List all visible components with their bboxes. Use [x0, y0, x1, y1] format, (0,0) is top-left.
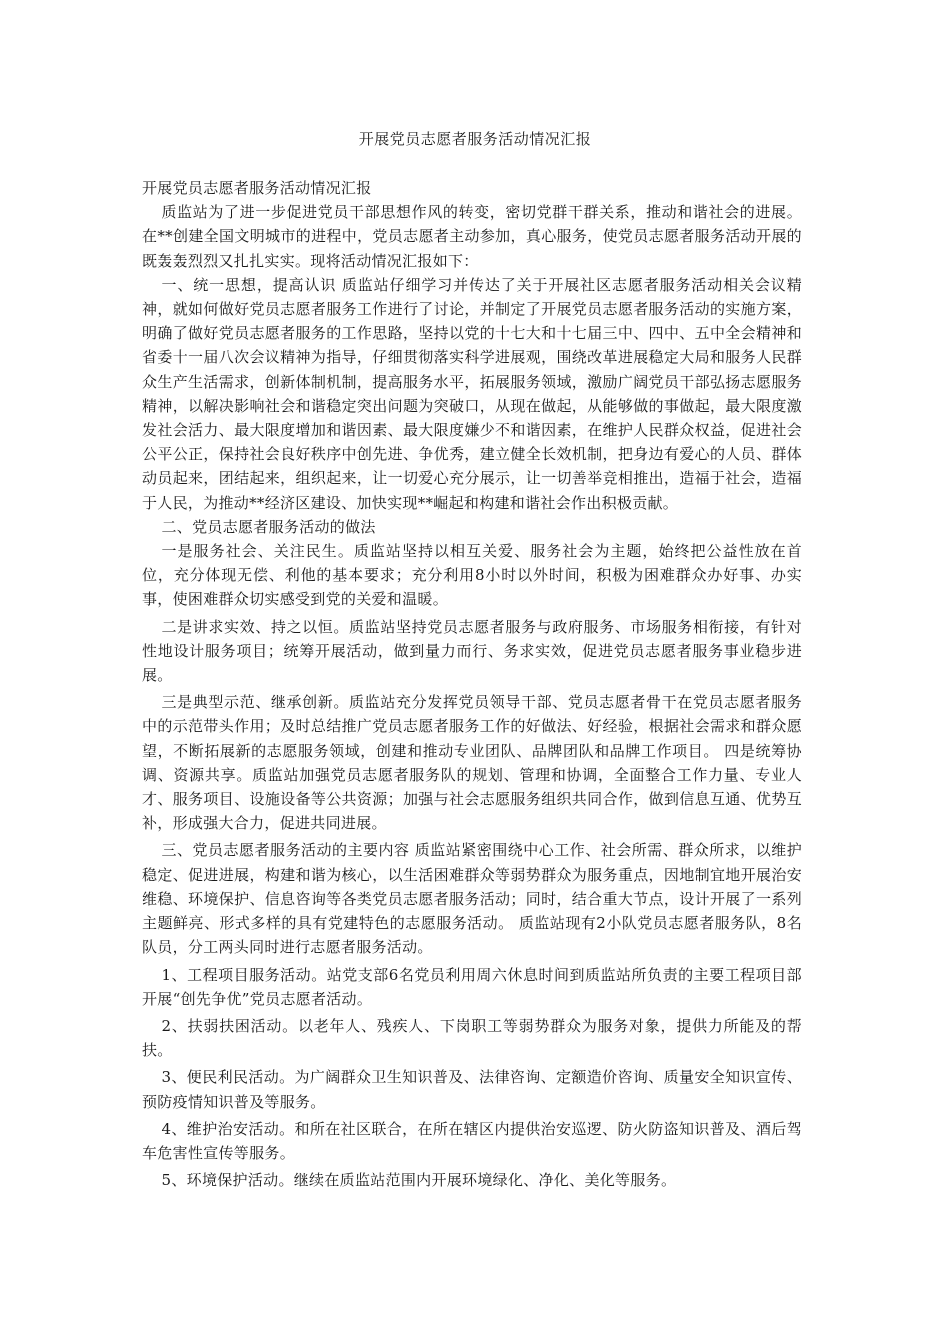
- paragraph-section-3: 三、党员志愿者服务活动的主要内容 质监站紧密围绕中心工作、社会所需、群众所求，以维护稳定、促进进展，构建和谐为核心，以生活困难群众等弱势群众为服务重点，因地制宜地开展治安维稳、环境保护、信息咨询等各类党员志愿者服务活动；同时，结合重大节点，设计开展了一系列主题鲜亮、形式多样的具有党建特色的志愿服务活动。 质监站现有2小队党员志愿者服务队，8名队员，分工两头同时进行志愿者服务活动。: [142, 841, 802, 957]
- paragraph-method-3-4: 三是典型示范、继承创新。质监站充分发挥党员领导干部、党员志愿者骨干在党员志愿者服务中的示范带头作用；及时总结推广党员志愿者服务工作的好做法、好经验，根据社会需求和群众愿望，不断拓展新的志愿服务领域，创建和推动专业团队、品牌团队和品牌工作项目。 四是统筹协调、资源共享。质监站加强党员志愿者服务队的规划、管理和协调，全面整合工作力量、专业人才、服务项目、设施设备等公共资源；加强与社会志愿服务组织共同合作，做到信息互通、优势互补，形成强大合力，促进共同进展。: [142, 693, 802, 833]
- list-item-4: 4、维护治安活动。和所在社区联合，在所在辖区内提供治安巡逻、防火防盗知识普及、酒后驾车危害性宣传等服务。: [142, 1119, 802, 1162]
- list-item-1: 1、工程项目服务活动。站党支部6名党员利用周六休息时间到质监站所负责的主要工程项目部开展“创先争优”党员志愿者活动。: [142, 965, 802, 1008]
- paragraph-intro: 质监站为了进一步促进党员干部思想作风的转变，密切党群干群关系，推动和谐社会的进展。在**创建全国文明城市的进程中，党员志愿者主动参加，真心服务，使党员志愿者服务活动开展的既轰轰烈烈又扎扎实实。现将活动情况汇报如下：: [142, 203, 802, 270]
- document-body: [142, 176, 802, 1192]
- document-title: 开展党员志愿者服务活动情况汇报: [358, 130, 592, 148]
- paragraph-method-2: 二是讲求实效、持之以恒。质监站坚持党员志愿者服务与政府服务、市场服务相衔接，有针对性地设计服务项目；统筹开展活动，做到量力而行、务求实效，促进党员志愿者服务事业稳步进展。: [142, 617, 802, 685]
- list-item-5: 5、环境保护活动。继续在质监站范围内开展环境绿化、净化、美化等服务。: [161, 1171, 677, 1190]
- paragraph-method-1: 一是服务社会、关注民生。质监站坚持以相互关爱、服务社会为主题，始终把公益性放在首位，充分体现无偿、利他的基本要求；充分利用8小时以外时间，积极为困难群众办好事、办实事，使困难群众切实感受到党的关爱和温暖。: [142, 542, 802, 609]
- body-heading: 开展党员志愿者服务活动情况汇报: [142, 179, 372, 197]
- list-item-2: 2、扶弱扶困活动。以老年人、残疾人、下岗职工等弱势群众为服务对象，提供力所能及的帮扶。: [142, 1016, 802, 1060]
- paragraph-section-1: 一、统一思想，提高认识 质监站仔细学习并传达了关于开展社区志愿者服务活动相关会议精神，就如何做好党员志愿者服务工作进行了讨论，并制定了开展党员志愿者服务活动的实施方案，明确了做好党员志愿者服务的工作思路，坚持以党的十七大和十七届三中、四中、五中全会精神和省委十一届八次会议精神为指导，仔细贯彻落实科学进展观，围绕改革进展稳定大局和服务人民群众生产生活需求，创新体制机制，提高服务水平，拓展服务领域，激励广阔党员干部弘扬志愿服务精神，以解决影响社会和谐稳定突出问题为突破口，从现在做起，从能够做的事做起，最大限度激发社会活力、最大限度增加和谐因素、最大限度嫌少不和谐因素，在维护人民群众权益，促进社会公平公正，保持社会良好秩序中创先进、争优秀，建立健全长效机制，把身边有爱心的人员、群体动员起来，团结起来，组织起来，让一切爱心充分展示，让一切善举竞相推出，造福于社会，造福于人民，为推动**经济区建设、加快实现**崛起和构建和谐社会作出积极贡献。: [142, 275, 802, 512]
- list-item-3: 3、便民利民活动。为广阔群众卫生知识普及、法律咨询、定额造价咨询、质量安全知识宣传、预防疫情知识普及等服务。: [142, 1068, 802, 1111]
- section-2-heading: 二、党员志愿者服务活动的做法: [161, 517, 376, 536]
